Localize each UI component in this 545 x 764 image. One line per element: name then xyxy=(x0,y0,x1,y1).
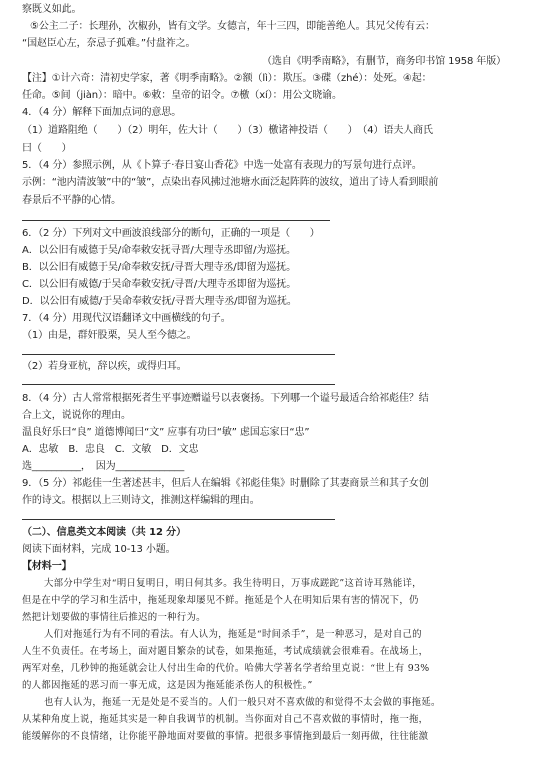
passage-line: 能缓解你的不良情绪，让你能平静地面对要做的事情。把很多事情拖到最后一刻再做，往往能激 xyxy=(22,731,429,742)
question-8-reference: 温良好乐曰“良” 道德博闻曰“文” 应事有功曰“敏” 虑国忘家曰“忠” xyxy=(22,427,310,438)
text-line: ⑤公主二子：长理孙，次椒孙，皆有文学。女德言，年十三四，即能善绝人。其兄父传有云： xyxy=(30,21,435,32)
material-label: 【材料一】 xyxy=(22,561,72,572)
option-c: C．以公旧有威德/于吴命奉敕安抚/寻晋/大理寺丞即留为巡抚。 xyxy=(22,279,297,290)
answer-line xyxy=(22,384,335,385)
section-heading: （二）、信息类文本阅读（共 12 分） xyxy=(22,527,186,538)
question-7: 7．（4 分）用现代汉语翻译文中画横线的句子。 xyxy=(22,313,231,324)
annotation-line: 【注】①计六奇：清初史学家，著《明季南略》。②额（lì）：欺压。③碟（zhé）：处死。④起： xyxy=(22,73,432,84)
question-8: 8．（4 分）古人常常根据死者生平事迹赠谥号以表褒扬。下列哪一个谥号最适合给祁彪佳？结 xyxy=(22,393,429,404)
passage-line: 两军对垒，几秒钟的拖延就会让人付出生命的代价。哈佛大学著名学者给里克说：“世上有 93% xyxy=(22,663,430,674)
option-b: B．以公旧有威德于吴/命奉敕安抚/寻晋大理寺丞/即留为巡抚。 xyxy=(22,262,296,273)
answer-line xyxy=(22,354,335,355)
question-6: 6．（2 分）下列对文中画波浪线部分的断句，正确的一项是（ ） xyxy=(22,228,320,239)
question-8-cont: 合上文，说说你的理由。 xyxy=(22,410,131,421)
question-7-sentence-2: （2）若身亚杭，辞以疾，或得归耳。 xyxy=(22,361,187,372)
question-4-items-cont: 曰（ ） xyxy=(22,143,72,154)
text-line: 察既义如此。 xyxy=(22,4,82,15)
question-5: 5．（4 分）参照示例，从《卜算子·春日宴山香花》中选一处富有表现力的写景句进行点评。 xyxy=(22,160,422,171)
passage-line: 的人都因拖延的恶习而一事无成，这是因为拖延能杀伤人的积极性。” xyxy=(22,680,313,691)
text-line: “国赵臣心左，奈忌子孤难。”付盘祚之。 xyxy=(22,38,196,49)
question-9-cont: 作的诗文。根据以上三则诗文，推测这样编辑的理由。 xyxy=(22,495,260,506)
passage-line: 但是在中学的学习和生活中，拖延现象却屡见不鲜。拖延是个人在明知后果有害的情况下，仍 xyxy=(22,595,419,606)
passage-line: 也有人认为，拖延一无是处是不妥当的。人们一般只对不喜欢做的和觉得不太会做的事拖延。 xyxy=(44,697,441,708)
passage-line: 人生不负责任。在考场上，面对题目繁杂的试卷，如果拖延，考试成绩就会很难看。在战场上， xyxy=(22,646,429,657)
question-4: 4．（4 分）解释下面加点词的意思。 xyxy=(22,107,182,118)
option-a: A．以公旧有威德于吴/命奉敕安抚寻晋/大理寺丞即留/为巡抚。 xyxy=(22,245,296,256)
question-7-sentence-1: （1）由是，群奸股栗，吴人至今德之。 xyxy=(22,330,197,341)
section-instruction: 阅读下面材料，完成 10-13 小题。 xyxy=(22,544,176,555)
answer-line xyxy=(22,519,335,520)
question-8-options: A．忠敏 B．忠良 C．文敏 D．文忠 xyxy=(22,444,199,455)
passage-line: 人们对拖延行为有不同的看法。有人认为，拖延是“时间杀手”，是一种恶习，是对自己的 xyxy=(44,629,422,640)
source-citation: （选自《明季南略》，有删节，商务印书馆 1958 年版） xyxy=(262,56,507,67)
question-9: 9．（5 分）祁彪佳一生著述甚丰，但后人在编辑《祁彪佳集》时删除了其妻商景兰和其子女创 xyxy=(22,478,429,489)
passage-line: 然把计划要做的事情往后推迟的一种行为。 xyxy=(22,612,206,623)
annotation-line: 任命。⑤间（jiàn）：暗中。⑥敕：皇帝的诏令。⑦檄（xí）：用公文晓谕。 xyxy=(22,90,342,101)
question-8-answer-blank: 选__________， 因为______________ xyxy=(22,461,185,472)
question-5-example-cont: 春景后不平静的心情。 xyxy=(22,195,121,206)
passage-line: 大部分中学生对“明日复明日，明日何其多。我生待明日，万事成蹉跎”这首诗耳熟能详， xyxy=(44,578,422,589)
question-4-items: （1）道路阻绝（ ）（2）明年，佐大计（ ）（3）檄诸神投语（ ） （4）语夫人商氏 xyxy=(22,125,433,136)
option-d: D．以公旧有威德/于吴命奉敕安抚/寻晋大理寺丞/即留为巡抚。 xyxy=(22,296,297,307)
passage-line: 从某种角度上说，拖延其实是一种自我调节的机制。当你面对自己不喜欢做的事情时，拖一拖， xyxy=(22,714,429,725)
answer-line xyxy=(22,220,330,221)
question-5-example: 示例：“池内清波皱”中的“皱”，点染出春风拂过池塘水面泛起阵阵的波纹，道出了诗人看到眼前 xyxy=(22,177,439,188)
